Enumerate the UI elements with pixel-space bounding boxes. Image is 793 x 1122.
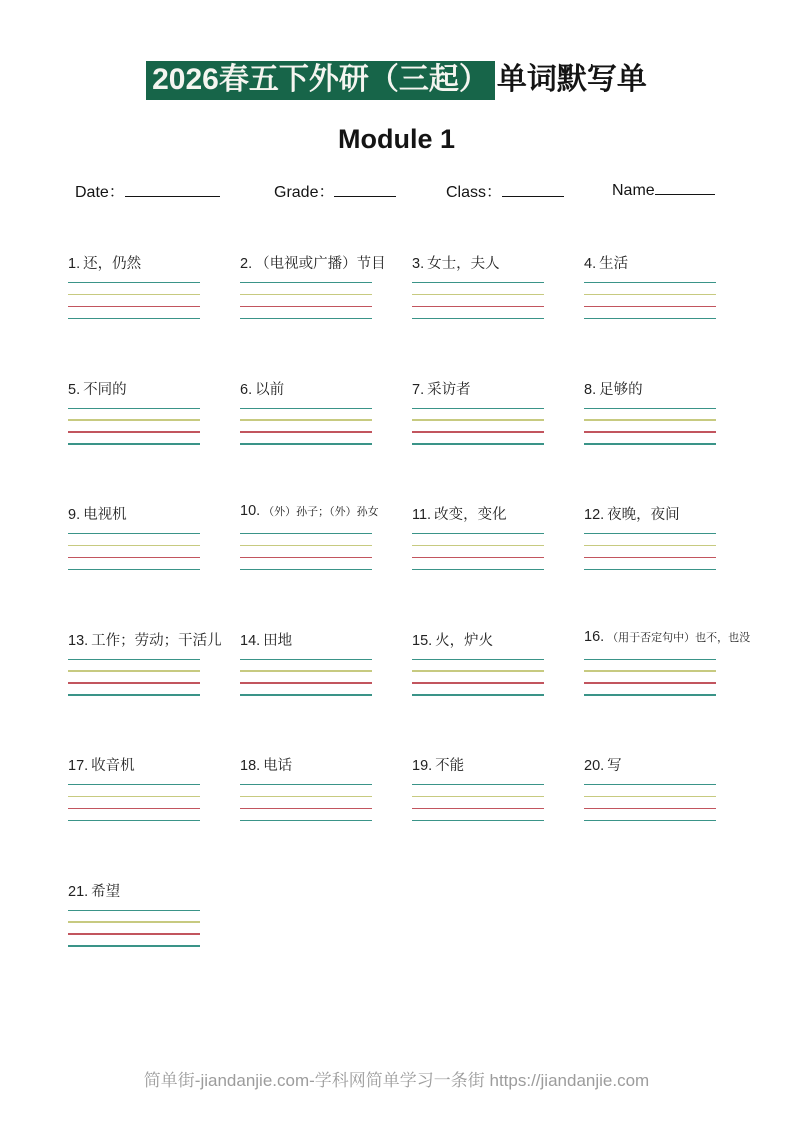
writing-lines — [412, 659, 544, 696]
writing-lines — [68, 910, 200, 947]
item-number: 16. — [584, 628, 605, 645]
word-item-12 — [584, 503, 756, 629]
writing-line — [240, 294, 372, 295]
info-field-grade — [274, 179, 396, 202]
writing-line — [412, 682, 544, 683]
word-item-label — [240, 754, 412, 773]
word-item-9 — [68, 503, 240, 629]
writing-line — [240, 659, 372, 660]
writing-line — [584, 659, 716, 660]
word-item-14 — [240, 629, 412, 755]
writing-line — [584, 294, 716, 295]
writing-line — [240, 443, 372, 444]
word-item-18 — [240, 754, 412, 880]
word-item-label — [412, 252, 584, 271]
writing-line — [412, 533, 544, 534]
item-chinese-meaning: 电视机 — [83, 507, 127, 523]
writing-line — [412, 694, 544, 695]
word-item-2 — [240, 252, 412, 378]
word-item-label — [240, 629, 412, 648]
writing-line — [584, 784, 716, 785]
item-number: 21. — [68, 883, 89, 900]
item-chinese-meaning: 电话 — [263, 758, 293, 774]
word-item-label — [412, 754, 584, 773]
writing-line — [412, 784, 544, 785]
writing-lines — [68, 408, 200, 445]
item-number: 9. — [68, 507, 81, 523]
writing-line — [240, 820, 372, 821]
item-number: 7. — [412, 381, 425, 398]
item-number: 15. — [412, 632, 433, 649]
writing-line — [68, 306, 200, 307]
writing-lines — [584, 659, 716, 696]
item-number: 11. — [412, 507, 432, 523]
writing-line — [584, 533, 716, 534]
writing-line — [68, 557, 200, 558]
item-chinese-meaning: 还，仍然 — [83, 256, 142, 272]
writing-line — [584, 796, 716, 797]
word-item-label — [240, 378, 412, 397]
writing-lines — [240, 784, 372, 821]
writing-lines — [240, 282, 372, 319]
word-item-6 — [240, 378, 412, 504]
writing-line — [584, 443, 716, 444]
writing-line — [240, 670, 372, 671]
writing-line — [584, 569, 716, 570]
writing-lines — [412, 533, 544, 570]
writing-line — [240, 682, 372, 683]
item-number: 3. — [412, 256, 425, 272]
item-chinese-meaning: 生活 — [599, 256, 629, 272]
writing-line — [240, 282, 372, 283]
writing-line — [584, 318, 716, 319]
writing-line — [240, 557, 372, 558]
writing-lines — [68, 784, 200, 821]
writing-line — [412, 808, 544, 809]
writing-line — [240, 569, 372, 570]
writing-line — [68, 294, 200, 295]
info-field-date — [75, 179, 220, 202]
writing-line — [584, 431, 716, 432]
item-chinese-meaning: （外）孙子；（外）孙女 — [263, 506, 379, 518]
writing-line — [68, 282, 200, 283]
item-chinese-meaning: 改变，变化 — [434, 507, 507, 523]
item-number: 6. — [240, 381, 253, 398]
writing-lines — [584, 282, 716, 319]
writing-lines — [412, 282, 544, 319]
word-item-21 — [68, 880, 240, 1006]
writing-line — [68, 659, 200, 660]
word-item-3 — [412, 252, 584, 378]
word-item-label — [68, 252, 240, 271]
writing-lines — [68, 659, 200, 696]
writing-lines — [240, 533, 372, 570]
word-item-20 — [584, 754, 756, 880]
word-item-5 — [68, 378, 240, 504]
writing-line — [412, 796, 544, 797]
word-items-grid — [68, 252, 756, 1005]
writing-line — [68, 431, 200, 432]
item-number: 12. — [584, 507, 605, 523]
writing-line — [584, 820, 716, 821]
writing-line — [412, 306, 544, 307]
writing-line — [240, 545, 372, 546]
item-chinese-meaning: 希望 — [91, 883, 121, 900]
writing-line — [240, 784, 372, 785]
word-item-13 — [68, 629, 240, 755]
item-number: 2. — [240, 256, 253, 272]
writing-line — [240, 408, 372, 409]
writing-line — [68, 921, 200, 922]
writing-line — [584, 808, 716, 809]
item-number: 14. — [240, 632, 261, 649]
writing-line — [412, 545, 544, 546]
item-number: 10. — [240, 503, 261, 519]
writing-line — [412, 282, 544, 283]
writing-line — [412, 820, 544, 821]
item-chinese-meaning: 收音机 — [91, 758, 135, 774]
writing-lines — [68, 282, 200, 319]
word-item-label — [412, 629, 584, 648]
item-number: 19. — [412, 758, 433, 774]
writing-line — [68, 545, 200, 546]
word-item-15 — [412, 629, 584, 755]
writing-line — [584, 682, 716, 683]
writing-line — [68, 910, 200, 911]
item-number: 1. — [68, 256, 81, 272]
word-item-4 — [584, 252, 756, 378]
writing-line — [68, 945, 200, 946]
writing-line — [68, 533, 200, 534]
word-item-label — [68, 503, 240, 522]
item-chinese-meaning: 田地 — [263, 632, 293, 649]
info-field-blank — [655, 179, 715, 195]
word-item-8 — [584, 378, 756, 504]
info-field-label: Date： — [75, 184, 125, 201]
writing-line — [68, 694, 200, 695]
word-item-11 — [412, 503, 584, 629]
info-field-blank — [125, 181, 220, 197]
title-suffix-text: 单词默写单 — [496, 63, 647, 96]
writing-line — [68, 569, 200, 570]
writing-lines — [240, 659, 372, 696]
writing-line — [240, 808, 372, 809]
writing-line — [68, 796, 200, 797]
writing-line — [584, 545, 716, 546]
writing-lines — [584, 533, 716, 570]
info-field-label: Class： — [446, 184, 503, 201]
word-item-19 — [412, 754, 584, 880]
title-highlight-text: 2026春五下外研（三起） — [146, 61, 495, 100]
writing-line — [240, 431, 372, 432]
info-row — [0, 179, 793, 205]
word-item-7 — [412, 378, 584, 504]
writing-line — [584, 557, 716, 558]
module-title: Module 1 — [337, 124, 455, 154]
writing-lines — [412, 408, 544, 445]
writing-line — [240, 694, 372, 695]
writing-line — [68, 820, 200, 821]
writing-line — [412, 408, 544, 409]
writing-lines — [584, 408, 716, 445]
writing-line — [240, 318, 372, 319]
writing-lines — [68, 533, 200, 570]
word-item-label — [68, 378, 240, 397]
writing-line — [240, 419, 372, 420]
writing-line — [240, 796, 372, 797]
item-chinese-meaning: 写 — [607, 758, 622, 774]
word-item-label — [412, 503, 584, 522]
word-item-10 — [240, 503, 412, 629]
writing-line — [412, 318, 544, 319]
writing-line — [584, 408, 716, 409]
word-item-label — [584, 629, 756, 648]
item-chinese-meaning: 以前 — [255, 381, 285, 398]
writing-lines — [584, 784, 716, 821]
item-chinese-meaning: 足够的 — [599, 381, 643, 398]
item-chinese-meaning: 不能 — [435, 758, 465, 774]
item-chinese-meaning: 火，炉火 — [435, 632, 494, 649]
word-item-label — [240, 503, 412, 522]
word-item-1 — [68, 252, 240, 378]
writing-line — [412, 670, 544, 671]
item-chinese-meaning: 夜晚，夜间 — [607, 507, 680, 523]
word-item-label — [68, 880, 240, 899]
word-item-label — [240, 252, 412, 271]
item-chinese-meaning: （电视或广播）节目 — [255, 256, 386, 272]
info-field-name — [612, 179, 715, 200]
writing-line — [412, 431, 544, 432]
info-field-label: Grade： — [274, 184, 335, 201]
word-item-label — [584, 378, 756, 397]
word-item-label — [68, 629, 240, 648]
info-field-blank — [334, 181, 396, 197]
writing-line — [68, 933, 200, 934]
footer-watermark-text: 简单街-jiandanjie.com-学科网简单学习一条街 https://jiandanjie.com — [143, 1071, 650, 1090]
item-chinese-meaning: （用于否定句中）也不，也没 — [607, 631, 751, 644]
writing-line — [412, 557, 544, 558]
word-item-16 — [584, 629, 756, 755]
item-number: 20. — [584, 758, 605, 774]
writing-line — [412, 419, 544, 420]
writing-lines — [240, 408, 372, 445]
writing-line — [584, 670, 716, 671]
writing-line — [412, 659, 544, 660]
item-chinese-meaning: 采访者 — [427, 381, 471, 398]
writing-line — [240, 533, 372, 534]
word-item-label — [68, 754, 240, 773]
writing-line — [68, 808, 200, 809]
writing-line — [240, 306, 372, 307]
item-number: 18. — [240, 758, 261, 774]
item-chinese-meaning: 工作；劳动；干活儿 — [91, 632, 222, 649]
item-number: 17. — [68, 758, 89, 774]
page-title — [0, 58, 793, 102]
info-field-label: Name — [612, 182, 655, 199]
item-number: 8. — [584, 381, 597, 398]
info-field-blank — [502, 181, 564, 197]
writing-line — [412, 294, 544, 295]
writing-line — [68, 419, 200, 420]
writing-lines — [412, 784, 544, 821]
writing-line — [584, 306, 716, 307]
writing-line — [68, 682, 200, 683]
word-item-label — [412, 378, 584, 397]
writing-line — [584, 419, 716, 420]
item-chinese-meaning: 不同的 — [83, 381, 127, 398]
writing-line — [584, 694, 716, 695]
writing-line — [68, 670, 200, 671]
writing-line — [412, 443, 544, 444]
writing-line — [584, 282, 716, 283]
writing-line — [68, 443, 200, 444]
word-item-label — [584, 252, 756, 271]
info-field-class — [446, 179, 564, 202]
word-item-label — [584, 754, 756, 773]
item-number: 13. — [68, 632, 89, 649]
word-item-label — [584, 503, 756, 522]
word-item-17 — [68, 754, 240, 880]
writing-line — [68, 784, 200, 785]
item-number: 5. — [68, 381, 81, 398]
item-chinese-meaning: 女士，夫人 — [427, 256, 500, 272]
writing-line — [68, 318, 200, 319]
item-number: 4. — [584, 256, 597, 272]
writing-line — [412, 569, 544, 570]
writing-line — [68, 408, 200, 409]
